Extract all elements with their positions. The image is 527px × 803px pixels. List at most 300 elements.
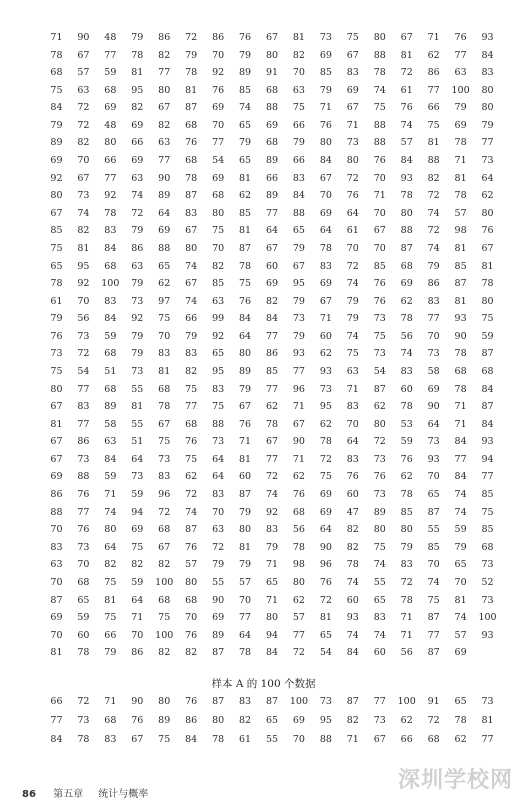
data-cell: 90 [427,401,440,413]
data-cell: 100 [451,84,470,96]
data-cell: 57 [400,137,413,149]
data-cell: 89 [239,365,252,377]
data-cell: 82 [346,541,359,553]
data-cell: 75 [185,383,198,395]
data-cell: 64 [158,207,171,219]
data-cell: 58 [104,418,117,430]
data-cell: 64 [212,453,225,465]
data-cell: 94 [481,453,494,465]
data-cell: 73 [481,155,494,167]
data-cell: 78 [131,49,144,61]
data-cell: 84 [265,647,279,659]
data-cell: 87 [50,594,63,606]
data-cell: 67 [319,295,332,307]
data-cell: 80 [400,207,413,219]
data-cell: 78 [400,401,413,413]
data-cell: 82 [158,559,171,571]
data-cell: 72 [158,506,171,518]
data-cell: 59 [131,489,144,501]
data-cell: 69 [131,155,144,167]
data-cell: 70 [373,242,386,254]
data-cell: 63 [104,436,117,448]
data-cell: 77 [454,49,467,61]
data-cell: 78 [77,734,90,745]
data-cell: 76 [239,295,252,307]
data-cell: 72 [77,696,90,707]
data-cell: 87 [265,696,279,707]
data-cell: 70 [212,49,225,61]
data-cell: 70 [427,559,440,571]
data-cell: 75 [427,594,440,606]
data-cell: 67 [319,172,332,184]
data-cell: 65 [373,594,386,606]
data-cell: 74 [185,506,198,518]
data-cell: 74 [131,190,144,202]
data-cell: 81 [481,715,494,726]
page-footer [22,785,148,800]
data-cell: 74 [427,207,440,219]
data-cell: 83 [212,489,225,501]
data-cell: 70 [319,190,332,202]
data-cell: 63 [454,67,467,79]
data-cell: 82 [239,715,252,726]
data-cell: 87 [427,647,440,659]
data-cell: 72 [346,172,359,184]
data-cell: 87 [373,383,386,395]
data-cell: 62 [319,418,332,430]
data-cell: 71 [131,612,144,624]
data-cell: 89 [239,67,252,79]
data-cell: 89 [158,715,171,726]
data-cell: 63 [158,137,171,149]
data-cell: 73 [427,348,440,360]
data-cell: 81 [319,612,332,624]
data-cell: 78 [212,734,225,745]
data-cell: 90 [454,330,467,342]
data-cell: 65 [319,629,332,641]
data-cell: 71 [373,190,386,202]
data-cell: 98 [454,225,467,237]
data-cell: 81 [131,67,144,79]
data-cell: 73 [77,453,90,465]
data-cell: 77 [265,330,279,342]
data-cell: 100 [101,278,120,290]
data-cell: 67 [239,401,252,413]
data-cell: 75 [292,102,305,114]
data-cell: 74 [454,612,467,624]
data-cell: 81 [427,137,440,149]
data-cell: 81 [158,365,171,377]
data-cell: 78 [239,260,252,272]
data-cell: 73 [373,715,386,726]
data-cell: 77 [158,155,171,167]
data-cell: 59 [131,576,144,588]
data-cell: 79 [400,541,413,553]
data-cell: 80 [481,84,494,96]
data-cell: 77 [292,629,305,641]
data-cell: 77 [239,612,252,624]
data-cell: 62 [292,594,305,606]
data-cell: 92 [131,313,144,325]
data-cell: 77 [265,453,279,465]
data-cell: 73 [373,453,386,465]
data-cell: 73 [77,541,90,553]
data-cell: 79 [346,295,359,307]
data-cell: 53 [400,418,413,430]
data-cell: 59 [104,67,117,79]
data-cell: 81 [454,295,467,307]
data-cell: 73 [373,348,386,360]
data-cell: 69 [131,119,144,131]
data-cell: 70 [346,242,359,254]
data-cell: 85 [212,278,225,290]
data-cell: 73 [212,436,225,448]
data-cell: 68 [454,365,467,377]
data-cell: 75 [239,278,252,290]
data-cell: 84 [454,471,467,483]
data-cell: 79 [292,242,305,254]
data-cell: 77 [454,453,467,465]
data-cell: 82 [346,715,359,726]
data-cell: 59 [104,330,117,342]
data-cell: 73 [319,32,332,43]
data-cell: 85 [319,67,332,79]
data-cell: 89 [265,190,279,202]
data-cell: 72 [77,102,90,114]
data-cell: 82 [265,295,279,307]
data-cell: 84 [50,734,63,745]
data-cell: 87 [481,348,494,360]
data-cell: 77 [77,418,90,430]
data-cell: 57 [185,559,198,571]
data-cell: 86 [265,348,279,360]
data-cell: 87 [239,242,252,254]
data-cell: 63 [131,260,144,272]
data-cell: 75 [373,102,386,114]
data-cell: 79 [50,313,63,325]
data-cell: 70 [292,67,305,79]
data-cell: 62 [185,471,198,483]
data-cell: 78 [400,594,413,606]
data-cell: 78 [239,647,252,659]
data-cell: 69 [212,102,225,114]
data-cell: 75 [104,576,117,588]
data-cell: 71 [104,489,117,501]
data-cell: 78 [454,383,467,395]
data-cell: 83 [158,471,171,483]
data-cell: 75 [427,119,440,131]
data-cell: 67 [50,453,63,465]
data-cell: 73 [292,313,305,325]
data-cell: 79 [131,32,144,43]
data-cell: 85 [427,541,440,553]
data-cell: 83 [212,383,225,395]
data-cell: 79 [427,260,440,272]
data-cell: 86 [131,242,144,254]
data-cell: 89 [104,401,117,413]
data-cell: 91 [265,67,279,79]
data-cell: 81 [50,647,63,659]
data-cell: 81 [481,260,494,272]
data-cell: 55 [265,734,279,745]
data-cell: 82 [346,524,359,536]
data-cell: 68 [427,734,440,745]
data-cell: 70 [131,629,144,641]
data-cell: 80 [373,418,386,430]
data-cell: 74 [185,295,198,307]
data-cell: 68 [185,594,198,606]
data-cell: 98 [292,559,305,571]
data-cell: 64 [427,418,440,430]
data-cell: 76 [319,119,332,131]
data-cell: 64 [131,453,144,465]
data-cell: 77 [158,67,171,79]
data-cell: 79 [239,506,252,518]
data-cell: 75 [373,330,386,342]
data-cell: 77 [481,471,494,483]
data-cell: 54 [319,647,332,659]
data-cell: 68 [104,348,117,360]
data-cell: 55 [427,524,440,536]
data-cell: 74 [400,348,413,360]
data-cell: 92 [265,506,279,518]
data-cell: 73 [131,295,144,307]
data-cell: 48 [104,119,117,131]
data-cell: 100 [155,629,174,641]
data-cell: 72 [346,260,359,272]
data-cell: 93 [319,365,332,377]
data-cell: 82 [292,49,305,61]
data-cell: 65 [427,489,440,501]
data-cell: 69 [265,119,279,131]
data-cell: 79 [319,84,332,96]
data-cell: 87 [427,506,440,518]
data-cell: 79 [239,49,252,61]
data-cell: 60 [346,489,359,501]
data-cell: 68 [265,84,279,96]
data-cell: 89 [50,137,63,149]
data-cell: 80 [158,696,171,707]
data-cell: 72 [373,436,386,448]
data-cell: 66 [104,155,117,167]
data-cell: 87 [400,242,413,254]
data-cell: 67 [265,32,279,43]
data-cell: 64 [481,172,494,184]
data-cell: 76 [373,155,386,167]
data-cell: 72 [427,190,440,202]
data-cell: 80 [185,576,198,588]
data-cell: 59 [77,612,90,624]
data-cell: 62 [158,278,171,290]
data-cell: 80 [319,137,332,149]
data-cell: 70 [373,172,386,184]
data-cell: 48 [104,32,117,43]
data-cell: 74 [427,242,440,254]
data-cell: 68 [104,84,117,96]
data-cell: 67 [373,225,386,237]
data-cell: 79 [292,330,305,342]
data-cell: 86 [77,436,90,448]
data-cell: 51 [131,436,144,448]
data-cell: 78 [50,49,63,61]
data-cell: 85 [239,207,252,219]
data-cell: 69 [454,647,467,659]
data-cell: 82 [185,647,198,659]
sample-a-caption: 样本 A 的 100 个数据 [211,678,316,690]
data-cell: 82 [131,102,144,114]
data-cell: 71 [50,32,63,43]
data-cell: 62 [400,715,413,726]
data-cell: 57 [454,629,467,641]
data-cell: 77 [481,137,494,149]
data-cell: 69 [131,524,144,536]
data-cell: 63 [50,559,63,571]
data-cell: 76 [319,576,332,588]
page-number: 86 [22,789,36,800]
data-cell: 67 [50,207,63,219]
data-cell: 74 [373,84,386,96]
data-cell: 75 [50,84,63,96]
data-cell: 75 [50,242,63,254]
data-cell: 63 [77,84,90,96]
data-cell: 99 [212,313,225,325]
data-cell: 78 [454,715,467,726]
data-cell: 88 [427,155,440,167]
data-cell: 83 [239,696,252,707]
data-cell: 81 [239,172,252,184]
data-cell: 80 [481,102,494,114]
data-cell: 68 [50,67,63,79]
data-cell: 75 [131,541,144,553]
data-cell: 75 [158,612,171,624]
data-cell: 69 [158,225,171,237]
data-cell: 84 [346,647,359,659]
data-cell: 77 [265,383,279,395]
data-cell: 72 [319,594,332,606]
chapter-title: 统计与概率 [98,789,149,800]
data-cell: 88 [265,102,279,114]
data-cell: 80 [373,524,386,536]
data-cell: 71 [400,629,413,641]
data-cell: 70 [212,506,225,518]
data-cell: 55 [131,383,144,395]
data-cell: 78 [104,207,117,219]
data-cell: 62 [454,734,467,745]
data-cell: 72 [212,541,225,553]
data-cell: 75 [185,453,198,465]
data-cell: 84 [104,313,117,325]
data-cell: 87 [212,647,225,659]
data-cell: 79 [265,541,279,553]
data-cell: 84 [50,102,63,114]
data-cell: 60 [400,383,413,395]
data-cell: 68 [185,418,198,430]
data-cell: 72 [400,67,413,79]
data-cell: 77 [77,383,90,395]
data-cell: 78 [185,67,198,79]
data-cell: 80 [239,524,252,536]
data-cell: 63 [212,524,225,536]
data-cell: 73 [131,471,144,483]
data-cell: 87 [185,102,198,114]
data-cell: 65 [454,696,467,707]
data-cell: 81 [104,594,117,606]
data-cell: 70 [212,119,225,131]
data-cell: 68 [212,190,225,202]
data-cell: 85 [239,84,252,96]
data-cell: 69 [50,612,63,624]
data-cell: 81 [50,418,63,430]
data-cell: 87 [185,190,198,202]
data-cell: 73 [77,190,90,202]
data-cell: 87 [212,696,225,707]
data-cell: 68 [481,541,494,553]
data-cell: 70 [239,594,252,606]
data-cell: 95 [212,365,225,377]
data-cell: 77 [265,207,279,219]
data-cell: 77 [212,137,225,149]
data-cell: 83 [373,612,386,624]
data-cell: 70 [158,330,171,342]
data-cell: 97 [158,295,171,307]
data-cell: 84 [481,383,494,395]
data-cell: 79 [239,137,252,149]
data-cell: 92 [212,330,225,342]
data-cell: 70 [50,629,63,641]
data-cell: 87 [481,401,494,413]
data-cell: 79 [131,348,144,360]
data-cell: 70 [427,330,440,342]
data-cell: 71 [454,401,467,413]
data-cell: 93 [400,172,413,184]
data-cell: 74 [346,330,359,342]
data-cell: 79 [131,225,144,237]
data-cell: 54 [77,365,90,377]
data-cell: 76 [373,295,386,307]
data-cell: 71 [454,155,467,167]
data-cell: 69 [265,278,279,290]
data-cell: 78 [265,418,279,430]
data-cell: 84 [104,453,117,465]
data-cell: 92 [212,67,225,79]
data-cell: 81 [454,172,467,184]
data-cell: 82 [158,647,171,659]
data-cell: 95 [292,278,305,290]
data-cell: 70 [50,576,63,588]
data-cell: 70 [373,207,386,219]
data-cell: 81 [77,242,90,254]
data-cell: 71 [239,436,252,448]
data-cell: 65 [77,594,90,606]
data-cell: 65 [265,576,279,588]
data-cell: 76 [185,137,198,149]
data-cell: 64 [346,436,359,448]
data-cell: 83 [346,401,359,413]
data-cell: 93 [481,436,494,448]
data-cell: 72 [77,348,90,360]
data-cell: 71 [292,401,305,413]
data-cell: 67 [77,172,90,184]
data-cell: 94 [131,506,144,518]
data-cell: 82 [212,260,225,272]
data-cell: 64 [131,594,144,606]
data-cell: 84 [185,734,198,745]
data-cell: 66 [400,734,413,745]
data-cell: 68 [265,137,279,149]
data-cell: 68 [104,715,117,726]
data-cell: 67 [292,260,305,272]
data-cell: 69 [427,383,440,395]
